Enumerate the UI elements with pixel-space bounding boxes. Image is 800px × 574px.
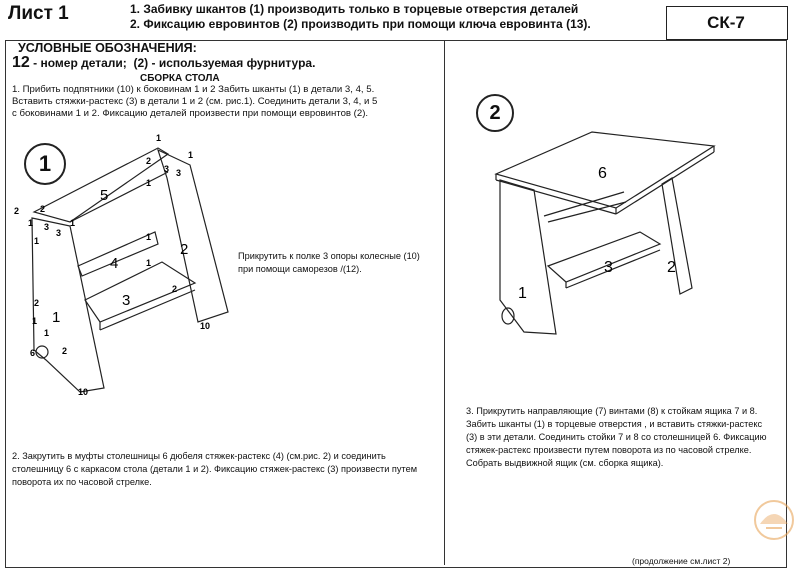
side-panel-2 <box>662 178 692 294</box>
side-panel-1 <box>500 180 556 334</box>
drawer-rail <box>548 202 626 222</box>
shelf-3-edge <box>100 290 195 330</box>
caster-note-line: Прикрутить к полке 3 опоры колесные (10) <box>238 251 420 261</box>
fig1-fit-1: 1 <box>70 218 76 228</box>
fig1-label-1: 1 <box>52 309 61 326</box>
legend-fitting-text: - используемая фурнитура. <box>151 56 316 70</box>
fig1-fit-1: 1 <box>146 178 152 188</box>
top-rail-5-edge <box>70 172 168 222</box>
step3-line: 3. Прикрутить направляющие (7) винтами (8) к стойкам ящика 7 и 8. <box>466 406 758 416</box>
legend-title: УСЛОВНЫЕ ОБОЗНАЧЕНИЯ: <box>18 41 197 55</box>
figure2-lines <box>496 132 714 334</box>
fig2-label-2: 2 <box>667 259 676 276</box>
fig1-fit-1: 1 <box>188 150 194 160</box>
section-title: СБОРКА СТОЛА <box>140 73 220 84</box>
fig2-label-1: 1 <box>518 285 527 302</box>
step2-line: 2. Закрутить в муфты столешницы 6 дюбеля стяжек-растекс (4) (см.рис. 2) и соединить <box>12 451 386 461</box>
step2-text <box>12 450 417 489</box>
figure1-drawing <box>0 0 444 410</box>
fig1-fit-1: 1 <box>146 258 152 268</box>
fig1-fit-1: 1 <box>156 133 162 143</box>
fig1-fit-10: 10 <box>78 387 89 397</box>
side-panel-2 <box>158 150 228 322</box>
fig1-fit-1: 1 <box>34 236 40 246</box>
fig1-label-2: 2 <box>180 241 189 258</box>
step2-line: поворота их по часовой стрелке. <box>12 477 152 487</box>
fig1-fit-3: 3 <box>56 228 62 238</box>
step3-line: (3) в эти детали. Соединить стойки 7 и 8 со столешницей 6. Фиксацию <box>466 432 767 442</box>
caster-note <box>238 250 420 276</box>
step1-line: Вставить стяжки-растекс (3) в детали 1 и 2 (см. рис.1). Соединить детали 3, 4, и 5 <box>12 96 378 107</box>
fig1-fit-10: 10 <box>200 321 211 331</box>
fig1-fit-3: 3 <box>44 222 50 232</box>
fig1-fit-2: 2 <box>172 284 178 294</box>
fig1-fit-1: 1 <box>44 328 50 338</box>
step2-line: столешницу 6 с каркасом стола (детали 1 и 2). Фиксацию стяжек-растекс (3) произвести путем <box>12 464 418 474</box>
fig1-fit-1: 1 <box>32 316 38 326</box>
figure2-drawing <box>444 120 784 370</box>
continuation-note: (продолжение см.лист 2) <box>632 556 731 566</box>
fig1-fit-2: 2 <box>62 346 68 356</box>
sheet-title: Лист 1 <box>8 3 69 24</box>
figure2-number: 2 <box>476 94 514 132</box>
watermark-logo-icon <box>752 498 796 542</box>
fig1-label-4: 4 <box>110 255 119 272</box>
shelf-3-edge <box>566 250 660 288</box>
fig1-fit-2: 2 <box>14 206 20 216</box>
fig1-fit-2: 2 <box>40 204 46 214</box>
step3-line: стяжек-растекс произвести путем поворота из по часовой стрелке. <box>466 445 752 455</box>
fig1-fit-1: 1 <box>28 218 34 228</box>
fig1-fit-6: 6 <box>30 348 36 358</box>
fig1-fit-1: 1 <box>146 232 152 242</box>
step3-line: Собрать выдвижной ящик (см. сборка ящика). <box>466 458 664 468</box>
fig1-fit-2: 2 <box>146 156 152 166</box>
header-note-1: 1. Забивку шкантов (1) производить только в торцевые отверстия деталей <box>130 2 579 16</box>
model-code: СК-7 <box>707 13 745 32</box>
side-panel-1 <box>32 218 104 392</box>
step1-line: с боковинами 1 и 2. Фиксацию деталей произвести при помощи евровинтов (2). <box>12 108 369 119</box>
fig1-fit-2: 2 <box>34 298 40 308</box>
fig1-label-5: 5 <box>100 187 109 204</box>
step3-text <box>466 405 767 470</box>
legend-part-symbol: 12 <box>12 54 30 71</box>
header-note-2: 2. Фиксацию евровинтов (2) производить при помощи ключа евровинта (13). <box>130 17 591 31</box>
step1-line: 1. Прибить подпятники (10) к боковинам 1 и 2 Забить шканты (1) в детали 3, 4, 5. <box>12 84 375 95</box>
fig2-label-3: 3 <box>604 259 613 276</box>
fig1-label-3: 3 <box>122 292 131 309</box>
fig1-fit-3: 3 <box>164 164 170 174</box>
step3-line: Забить шканты (1) в торцевые отверстия , и вставить стяжки-растекс <box>466 419 763 429</box>
caster-note-line: при помощи саморезов /(12). <box>238 264 362 274</box>
legend-fitting-symbol: (2) <box>133 56 149 70</box>
figure1-number: 1 <box>24 143 66 185</box>
legend-part-text: - номер детали; <box>33 56 127 70</box>
fig1-fit-3: 3 <box>176 168 182 178</box>
fig2-label-6: 6 <box>598 165 607 182</box>
